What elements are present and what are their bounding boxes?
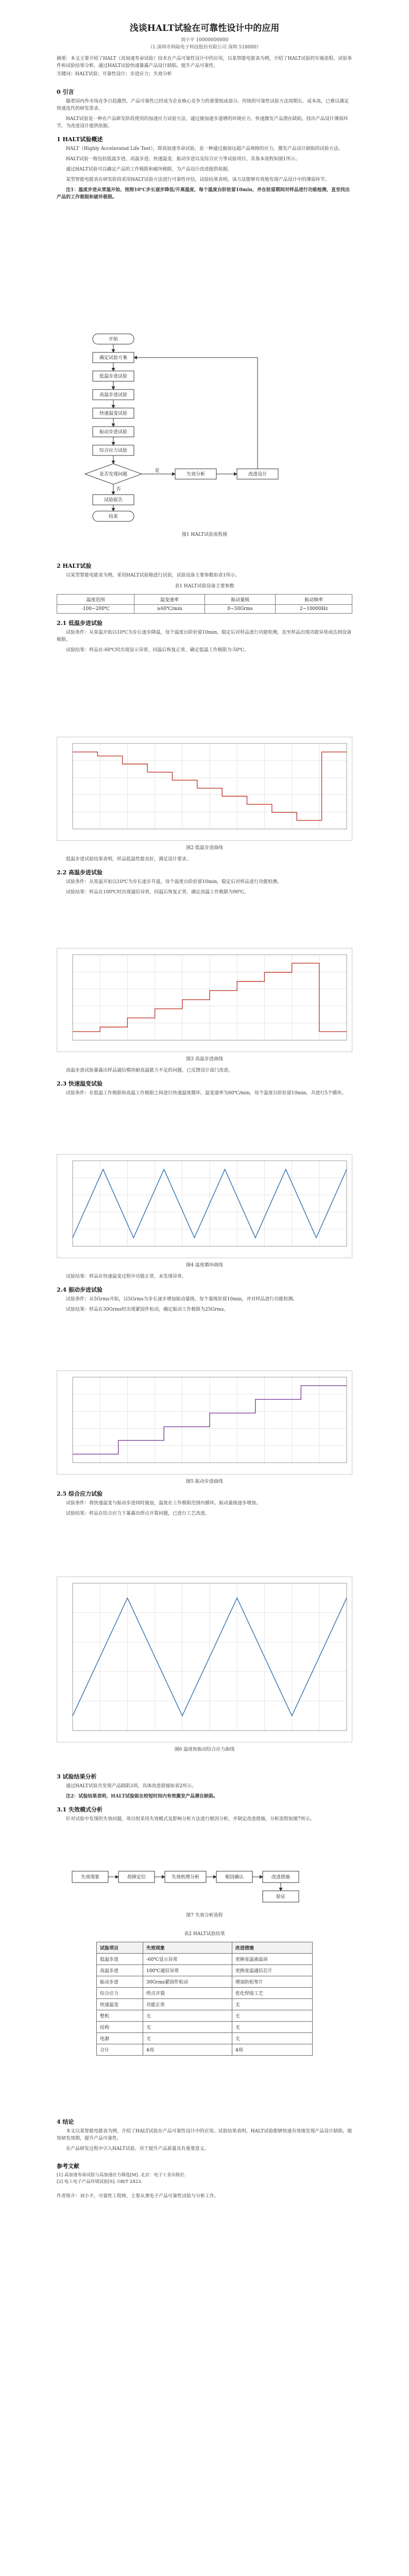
figure-caption: 图1 HALT试验流程图	[181, 532, 228, 537]
chart-svg	[57, 1371, 352, 1474]
table-header-cell: 试验项目	[97, 1942, 143, 1954]
abstract: 摘要：本文主要介绍了HALT（高加速寿命试验）技术在产品可靠性设计中的应用，以某智能电能表为例，介绍了HALT试验的实施流程、试验条件和试验结果分析，通过HALT试验快速暴露产品设计缺陷，提升产品可靠性。	[57, 56, 352, 69]
header-block	[57, 21, 352, 78]
table-row	[97, 1954, 313, 1965]
figure-caption: 图3 高温步进曲线	[186, 1057, 223, 1062]
figure-2	[57, 737, 352, 899]
chart-combined	[57, 1577, 352, 1742]
paragraph: 试验条件：从室温开始以10℃为步长逐步升温，每个温度台阶驻留10min，稳定后对样品进行功能检测。	[66, 879, 282, 885]
table-caption: 表1 HALT试验设备主要参数	[175, 584, 234, 589]
paragraph: 某型智能电能表在研发阶段采用HALT试验方法进行可靠性评估，试验结果表明，该方法能够有效地发现产品设计中的薄弱环节。	[66, 177, 330, 182]
keywords: 关键词：HALT试验；可靠性设计；步进应力；失效分析	[57, 72, 172, 77]
section-heading: 2 HALT试验	[57, 563, 92, 569]
chart-low-temp	[57, 737, 352, 841]
table-cell: 0~50Grms	[205, 605, 276, 614]
affiliation-line: （1.深圳市科陆电子科技股份有限公司 深圳 518000）	[148, 45, 261, 50]
table-cell: 无	[232, 2010, 312, 2022]
table-2	[96, 1942, 313, 2056]
chart-high-temp	[57, 948, 352, 1052]
flow-node: 失效分析	[186, 472, 206, 477]
figure-7	[57, 1865, 352, 1923]
figure-1	[57, 330, 352, 536]
chart-svg	[57, 948, 352, 1052]
table-row	[97, 2010, 313, 2022]
paragraph: 低温步进试验结果表明，样品低温性能良好，满足设计要求。	[66, 857, 192, 862]
table-header-cell: 振动量级	[205, 595, 276, 605]
section-heading: 2.3 快速温变试验	[57, 1080, 103, 1087]
paragraph: 试验结果：样品在-60℃时出现显示异常，回温后恢复正常，确定低温工作极限为-50℃。	[66, 648, 249, 653]
paragraph: 以某型智能电能表为例，采用HALT试验箱进行试验，试验设备主要参数如表1所示。	[66, 573, 240, 578]
table-header-cell: 温变速率	[134, 595, 204, 605]
flow-node: 低温步进试验	[99, 374, 128, 379]
chart-svg	[57, 1577, 352, 1742]
flow-node: 结束	[108, 514, 118, 519]
flow-node: 振动步进试验	[99, 430, 128, 435]
table-cell: ≥60℃/min	[134, 605, 204, 614]
table-cell: 无	[143, 2010, 232, 2022]
paragraph: HALT试验是一种在产品研发阶段使用的加速应力试验方法，通过施加逐步递增的环境应力，快速激发产品潜在缺陷，找出产品设计薄弱环节，为改进设计提供依据。	[57, 116, 348, 129]
table-row	[97, 1999, 313, 2010]
section-heading: 3 试验结果分析	[57, 1773, 97, 1780]
paragraph: 本文以某智能电能表为例，介绍了HALT试验在产品可靠性设计中的应用。试验结果表明，HALT试验能够快速有效地发现产品设计缺陷，缩短研发周期，提升产品可靠性。	[57, 2129, 352, 2141]
flow-node: 高温步进试验	[99, 393, 128, 398]
table-cell: -100~200℃	[57, 605, 134, 614]
reference-item: [2] 电工电子产品环境试验[S]. GB/T 2423.	[57, 2179, 143, 2184]
paragraph: 试验条件：从室温开始以10℃为步长逐步降温，每个温度台阶驻留10min，稳定后对样品进行功能检测，直至样品出现功能异常或达到设备极限。	[57, 630, 352, 642]
table-cell: 功能正常	[143, 1999, 232, 2010]
table-2-block	[57, 1927, 352, 2056]
flow-node: 快速温变试验	[99, 411, 128, 416]
table-cell: 无	[232, 1999, 312, 2010]
table-row	[57, 605, 352, 614]
flowchart-halt	[57, 330, 352, 526]
paragraph: 试验结果：样品在快速温变过程中功能正常，未发现异常。	[66, 1274, 187, 1279]
table-header-cell: 失效现象	[143, 1942, 232, 1954]
paragraph: 高温步进试验暴露出样品通信模块耐高温能力不足的问题，已反馈设计部门改进。	[66, 1068, 233, 1073]
flow-node: 改进措施	[271, 1875, 291, 1880]
flow-node: 失效机理分析	[171, 1875, 200, 1880]
paragraph: 试验结果：样品在100℃时出现通信异常，回温后恢复正常，确定高温工作极限为90℃。	[66, 890, 249, 895]
references-heading: 参考文献	[57, 2163, 79, 2170]
table-row	[97, 1988, 313, 1999]
flow-node: 综合应力试验	[99, 448, 128, 453]
figure-5	[57, 1370, 352, 1520]
flow-node: 失效现象	[80, 1875, 100, 1880]
paragraph: 针对试验中发现的失效问题，项目组采用失效模式及影响分析方法进行根因分析，并制定改进措施，分析流程如图7所示。	[66, 1817, 315, 1822]
table-cell: 快速温变	[97, 1999, 143, 2010]
table-1	[57, 594, 352, 614]
section-heading: 2.2 高温步进试验	[57, 869, 103, 876]
figure-caption: 图7 失效分析流程	[186, 1913, 223, 1918]
table-caption: 表2 HALT试验结果	[184, 1931, 225, 1937]
author-line: 刘小平 10000000000	[180, 38, 229, 43]
flow-node: 开始	[108, 337, 118, 342]
chart-vibration	[57, 1370, 352, 1475]
paragraph: 通过HALT试验可以确定产品的工作极限和破坏极限，为产品设计改进提供依据。	[66, 167, 232, 172]
table-cell: 4项	[143, 2044, 232, 2056]
flow-node: 改进设计	[248, 472, 267, 477]
table-cell: 更换宽温液晶屏	[232, 1954, 312, 1965]
chart-svg	[57, 737, 352, 840]
table-row	[97, 2033, 313, 2044]
paragraph: 通过HALT试验共发现产品缺陷3项，具体改进措施如表2所示。	[66, 1784, 197, 1789]
chart-temp-cycle	[57, 1154, 352, 1258]
table-cell: 增加防松垫片	[232, 1976, 312, 1988]
figure-caption: 图2 低温步进曲线	[186, 845, 223, 851]
paragraph: 随着国内外市场竞争日趋激烈，产品可靠性已经成为企业核心竞争力的重要组成部分。传统的可靠性试验方法周期长、成本高，已难以满足快速迭代的研发需求。	[57, 99, 349, 111]
flow-node: 是否发现问题	[99, 472, 128, 477]
figure-6	[57, 1577, 352, 1757]
paragraph: 在产品研发过程中引入HALT试验，对于提升产品质量具有重要意义。	[66, 2146, 209, 2151]
table-cell: 振动步进	[97, 1976, 143, 1988]
table-cell: 无	[232, 2033, 312, 2044]
paragraph: 试验条件：将快速温变与振动步进同时施加，温度在工作极限范围内循环，振动量级逐步增加。	[66, 1501, 261, 1506]
flow-no-label: 否	[116, 487, 121, 492]
table-cell: -60℃显示异常	[143, 1954, 232, 1965]
chart-svg	[57, 1155, 352, 1258]
table-row	[97, 1976, 313, 1988]
figure-3	[57, 948, 352, 1100]
table-header-row	[57, 595, 352, 605]
table-cell: 100℃通信异常	[143, 1965, 232, 1976]
paragraph: 试验条件：在低温工作极限和高温工作极限之间进行快速温度循环，温变速率为60℃/min，每个温度台阶驻留10min，共进行5个循环。	[66, 1091, 347, 1096]
section-heading: 1 HALT试验概述	[57, 136, 103, 143]
table-cell: 2~10000Hz	[276, 605, 352, 614]
table-cell: 更换宽温通信芯片	[232, 1965, 312, 1976]
bold-note: 注2：试验结果表明，HALT试验能在较短时间内有效激发产品潜在缺陷。	[66, 1794, 218, 1799]
table-cell: 电源	[97, 2033, 143, 2044]
author-bio: 作者简介：刘小平，可靠性工程师，主要从事电子产品可靠性试验与分析工作。	[57, 2194, 219, 2199]
table-cell: 无	[143, 2033, 232, 2044]
figure-4	[57, 1154, 352, 1316]
section-heading: 2.1 低温步进试验	[57, 620, 103, 626]
table-row	[97, 1965, 313, 1976]
reference-item: [1] 高加速寿命试验与高加速应力筛选[M]. 北京：电子工业出版社.	[57, 2173, 186, 2178]
bold-note: 注1：温度步进从常温开始，按照10℃步长逐步降低/升高温度，每个温度台阶驻留10min，并在驻留期间对样品进行功能检测，直至找出产品的工作极限和破坏极限。	[57, 188, 350, 200]
table-row	[97, 2044, 313, 2056]
table-cell: 整机	[97, 2010, 143, 2022]
table-header-cell: 温度范围	[57, 595, 134, 605]
table-row	[97, 2022, 313, 2033]
figure-caption: 图5 振动步进曲线	[186, 1479, 223, 1484]
figure-caption: 图4 温度循环曲线	[186, 1263, 223, 1268]
table-cell: 高温步进	[97, 1965, 143, 1976]
intro-block	[57, 82, 352, 204]
section-3-block	[57, 1767, 352, 1826]
table-cell: 4项	[232, 2044, 312, 2056]
table-cell: 无	[143, 2022, 232, 2033]
table-header-row	[97, 1942, 313, 1954]
flow-yes-label: 是	[155, 468, 160, 473]
section-heading: 4 结论	[57, 2119, 74, 2125]
section-heading: 2.4 振动步进试验	[57, 1286, 103, 1293]
flowchart-failure	[57, 1865, 352, 1906]
paragraph: 试验结果：样品在综合应力下暴露出焊点开裂问题，已进行工艺改进。	[66, 1511, 210, 1516]
flow-node: 确定试验方案	[99, 355, 128, 361]
section-heading: 0 引言	[57, 89, 74, 95]
section-2-block	[57, 556, 352, 657]
flow-node: 验证	[276, 1894, 286, 1900]
table-cell: 合计	[97, 2044, 143, 2056]
table-cell: 综合应力	[97, 1988, 143, 1999]
section-heading: 3.1 失效模式分析	[57, 1806, 103, 1813]
conclusion-block	[57, 2112, 352, 2200]
flow-node: 试验报告	[104, 498, 123, 503]
table-cell: 无	[232, 2022, 312, 2033]
table-cell: 优化焊接工艺	[232, 1988, 312, 1999]
figure-caption: 图6 温度和振动综合应力曲线	[174, 1747, 235, 1752]
paragraph: 试验结果：样品在30Grms时出现紧固件松动，确定振动工作极限为25Grms。	[66, 1307, 229, 1312]
paper-title: 浅谈HALT试验在可靠性设计中的应用	[129, 23, 280, 33]
table-cell: 焊点开裂	[143, 1988, 232, 1999]
table-header-cell: 改进措施	[232, 1942, 312, 1954]
section-heading: 2.5 综合应力试验	[57, 1490, 103, 1497]
flow-node: 故障定位	[127, 1875, 146, 1880]
table-cell: 低温步进	[97, 1954, 143, 1965]
paragraph: HALT试验一般包括低温步进、高温步进、快速温变、振动步进以及综合应力等试验项目，其基本流程如图1所示。	[66, 157, 300, 162]
flow-node: 根因确认	[225, 1875, 244, 1880]
table-cell: 30Grms紧固件松动	[143, 1976, 232, 1988]
paragraph: HALT（Highly Accelerated Life Test），即高加速寿命试验，是一种通过施加远超产品规格的应力，激发产品设计缺陷的试验方法。	[66, 146, 343, 151]
table-header-cell: 振动频率	[276, 595, 352, 605]
table-cell: 结构	[97, 2022, 143, 2033]
paragraph: 试验条件：从5Grms开始，以5Grms为步长逐步增加振动量级，每个量级驻留10min，并对样品进行功能检测。	[66, 1297, 298, 1302]
